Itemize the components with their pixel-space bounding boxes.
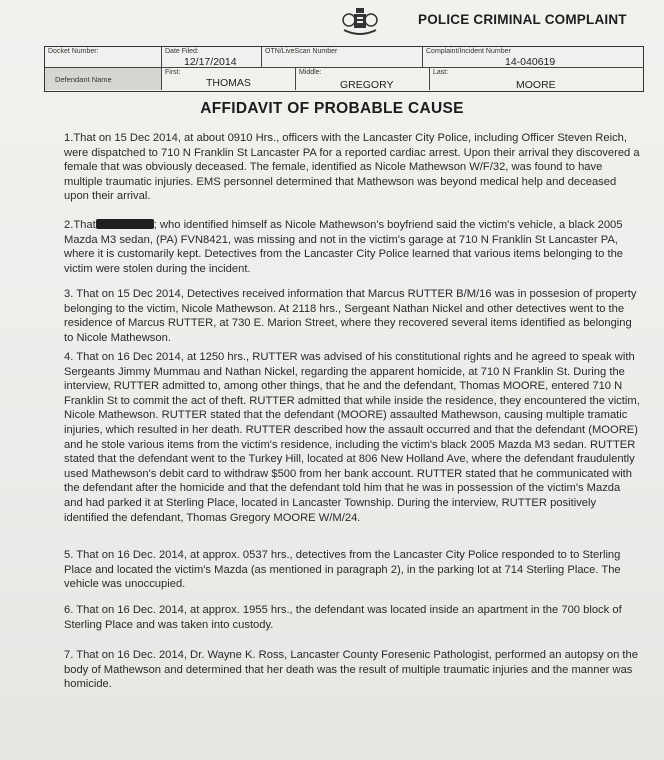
first-name-cell [162,68,296,90]
last-name-cell [430,68,644,90]
defendant-name-cell [45,68,162,90]
defendant-name-label: Defendant Name [55,75,112,84]
date-filed-value: 12/17/2014 [184,56,237,68]
paragraph-1: 1.That on 15 Dec 2014, at about 0910 Hrs., officers with the Lancaster City Police, including Officer Steven Reich, were dispatched to 710 N Franklin St Lancaster PA for a reported cardiac arrest. Upon their arrival they discovered a female that was obviously deceased. The female, identified as Nicole Mathewson W/F/32, was found to have multiple traumatic injuries. EMS personnel determined that Mathewson was beyond medical help and deceased upon their arrival. [64,132,640,203]
date-filed-cell [162,47,262,68]
paragraph-2 [64,218,640,276]
paragraph-2-rest: ; who identified himself as Nicole Mathewson's boyfriend said the victim's vehicle, a black 2005 Mazda M3 sedan, (PA) FVN8421, was missing and not in the victim's garage at 710 N Franklin St Lancaster PA, where it is customarily kept. Detectives from the Lancaster City Police learned that various items belonging to the victim were stolen during the incident. [64,219,624,275]
paragraph-4: 4. That on 16 Dec 2014, at 1250 hrs., RUTTER was advised of his constitutional rights and he agreed to speak with Sergeants Jimmy Mummau and Nathan Nickel, regarding the apparent homicide, at 710 N Franklin St. During the interview, RUTTER admitted to, among other things, that he and the defendant, Thomas MOORE, entered 710 N Franklin St to commit the act of theft. RUTTER admitted that while inside the residence, they encountered the victim, Nicole Mathewson. RUTTER stated that the defendant (MOORE) assaulted Mathewson, causing multiple tramatic injuries, which resulted in her death. RUTTER described how the assault occurred and that the defendant (MOORE) and he stole various items from the victim's residence, including the victim's black 2005 Mazda M3 sedan. RUTTER stated that the defendant went to the Turkey Hill, located at 806 New Holland Ave, where the defendant fraudulently used Mathewson's debit card to withdraw $500 from her bank account. RUTTER stated that he communicated with the defendant after the homicide and that the defendant told him that he was in possession of the victim's Mazda and had parked it at Sterling Place, located in Lancaster Township. During the interview, RUTTER positively identified the defendant, Thomas Gregory MOORE W/M/24. [64,351,640,524]
docket-number-cell [45,47,162,68]
middle-name-value: GREGORY [340,79,394,91]
first-name-value: THOMAS [206,77,251,89]
first-name-label: First: [165,69,181,76]
middle-name-cell [296,68,430,90]
otn-label: OTN/LiveScan Number [265,48,338,55]
paragraph-7: 7. That on 16 Dec. 2014, Dr. Wayne K. Ross, Lancaster County Foresenic Pathologist, performed an autopsy on the body of Mathewson and determined that her death was the result of multiple traumatic injuries and the manner was homicide. [64,649,638,691]
complaint-number-cell [423,47,644,68]
affidavit-title: AFFIDAVIT OF PROBABLE CAUSE [200,100,464,117]
otn-cell [262,47,423,68]
paragraph-6: 6. That on 16 Dec. 2014, at approx. 1955 hrs., the defendant was located inside an apartment in the 700 block of Sterling Place and was taken into custody. [64,604,622,631]
docket-number-label: Docket Number: [48,48,99,55]
date-filed-label: Date Filed: [165,48,199,55]
complaint-number-label: Complaint/Incident Number [426,48,511,55]
paragraph-5: 5. That on 16 Dec. 2014, at approx. 0537 hrs., detectives from the Lancaster City Police responded to to Sterling Place and located the victim's Mazda (as mentioned in paragraph 2), in the parking lot at 714 Sterling Place. The vehicle was unoccupied. [64,549,621,591]
state-seal-icon [338,6,382,38]
middle-name-label: Middle: [299,69,322,76]
last-name-label: Last: [433,69,449,76]
caption-table [44,46,644,92]
paragraph-3: 3. That on 15 Dec 2014, Detectives received information that Marcus RUTTER B/M/16 was in possesion of property belonging to the victim, Nicole Mathewson. At 2118 hrs., Sergeant Nathan Nickel and other detectives went to the residence of Marcus RUTTER, at 730 E. Marion Street, where they recovered several items identified as belonging to Nicole Mathewson. [64,288,637,344]
redaction-bar [96,219,154,229]
form-title: POLICE CRIMINAL COMPLAINT [418,12,627,27]
last-name-value: MOORE [516,79,556,91]
complaint-number-value: 14-040619 [505,56,556,68]
paragraph-2-start: 2.That [64,219,96,231]
